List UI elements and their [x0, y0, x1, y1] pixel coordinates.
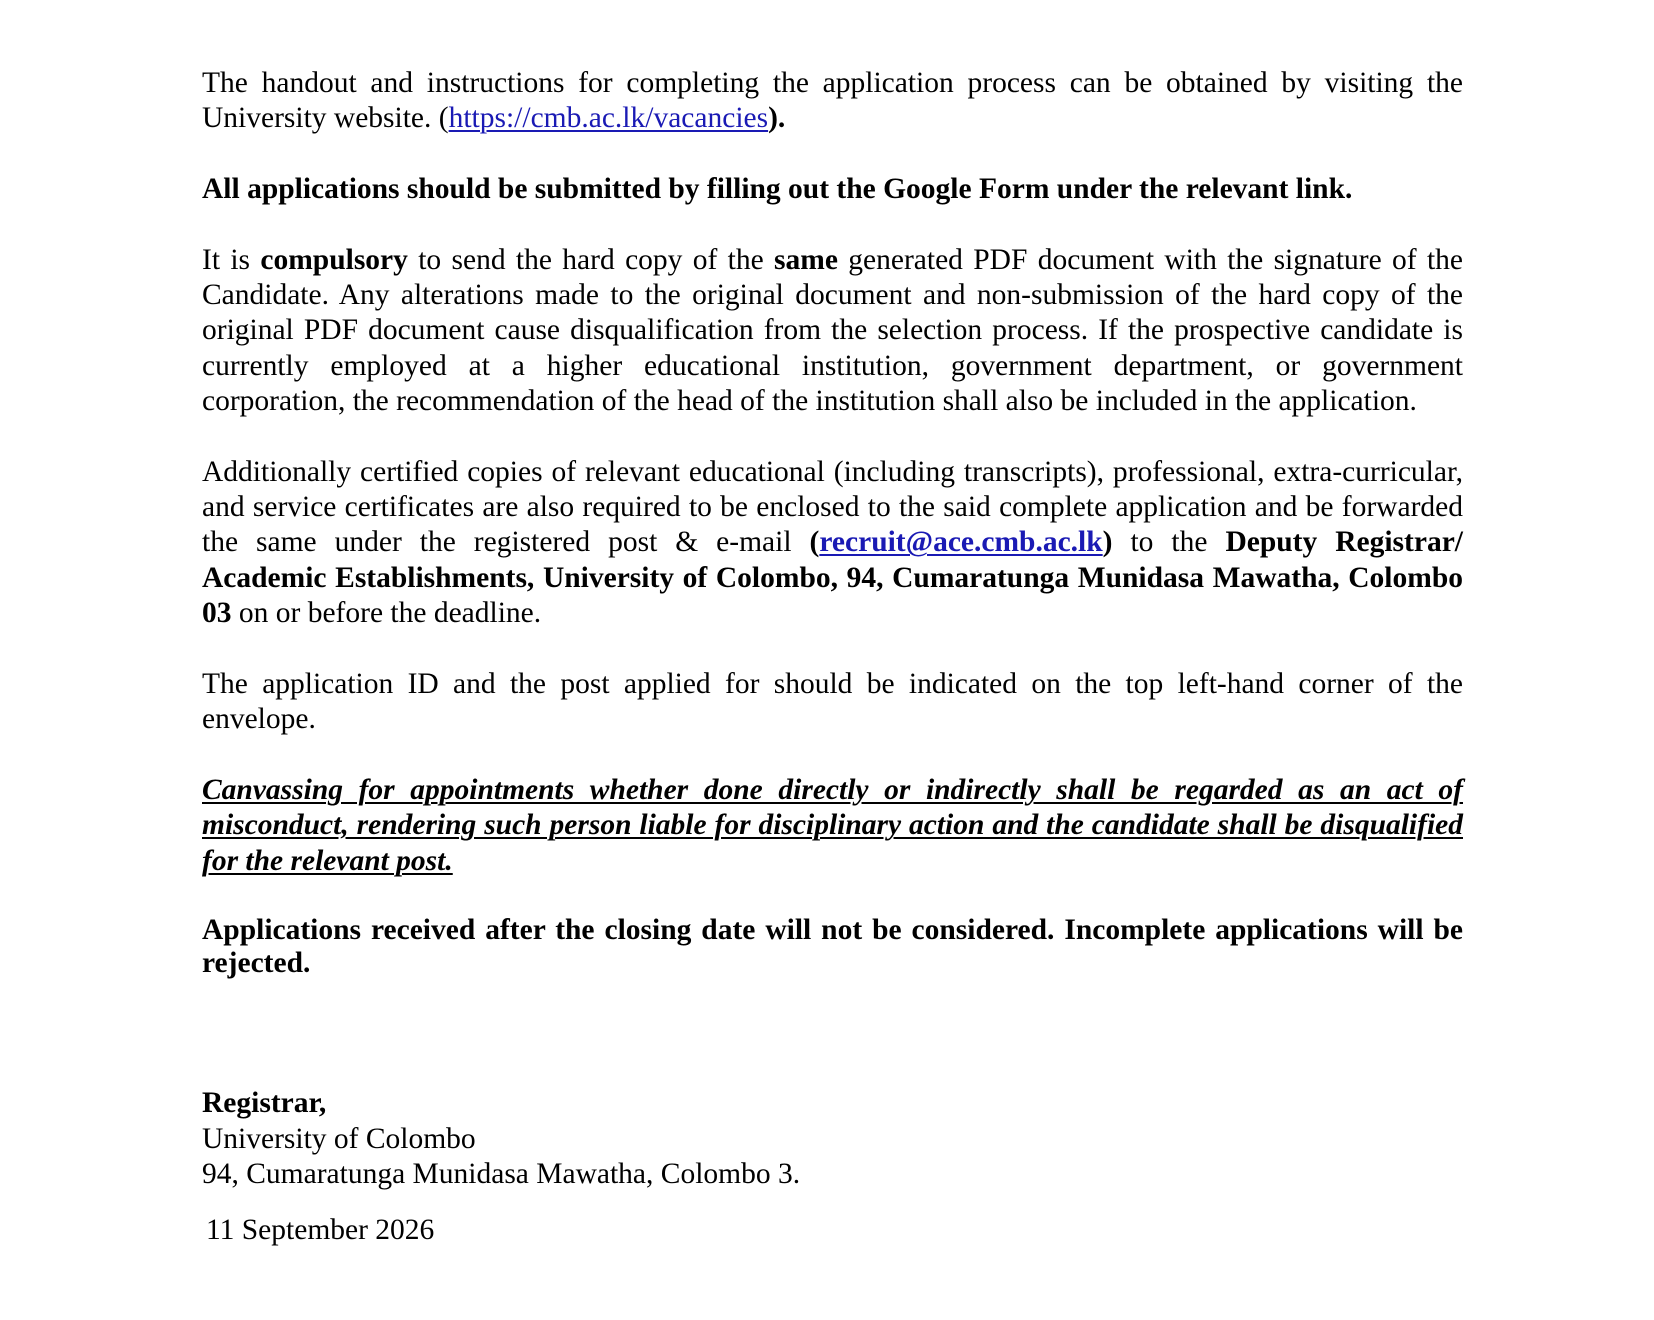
document-date: 11 September 2026 — [206, 1214, 435, 1246]
certified-copies-text-3: on or before the deadline. — [231, 597, 542, 630]
compulsory-emphasis: compulsory — [260, 243, 408, 276]
email-paren-open: ( — [809, 526, 820, 559]
signatory-institution: University of Colombo — [202, 1122, 476, 1155]
paragraph-closing-date-notice: Applications received after the closing date will not be considered. Incomplete applications will be rejected. — [202, 914, 1463, 980]
signatory-title: Registrar, — [202, 1087, 327, 1119]
paragraph-google-form-notice: All applications should be submitted by filling out the Google Form under the relevant link. — [202, 173, 1353, 206]
handout-text-end: ). — [768, 102, 786, 135]
paragraph-envelope-instructions: The application ID and the post applied for should be indicated on the top left-hand corner of the envelope. — [202, 667, 1463, 736]
certified-copies-text-1: Additionally certified copies of relevant educational (including transcripts), professional, extra-curricular, and service certificates are also required to be enclosed to the said complete application and be forwarded the same under the registered post & e-mail — [202, 455, 1463, 559]
signatory-address: 94, Cumaratunga Munidasa Mawatha, Colombo 3. — [202, 1158, 801, 1190]
paragraph-canvassing-warning: Canvassing for appointments whether done directly or indirectly shall be regarded as an act of misconduct, rendering such person liable for disciplinary action and the candidate shall be disqualified for the relevant post. — [202, 773, 1463, 877]
paragraph-certified-copies — [202, 455, 1463, 631]
signature-block — [202, 1086, 800, 1193]
document-body — [202, 66, 1463, 1016]
certified-copies-text-2: to the — [1112, 526, 1226, 559]
paragraph-handout-instructions — [202, 66, 1463, 137]
email-paren-close: ) — [1102, 526, 1113, 559]
vacancies-link[interactable]: https://cmb.ac.lk/vacancies — [448, 102, 769, 135]
recruit-email-link[interactable]: recruit@ace.cmb.ac.lk — [819, 526, 1103, 559]
same-emphasis: same — [774, 243, 838, 276]
paragraph-hard-copy-requirement — [202, 243, 1463, 419]
handout-text: The handout and instructions for completing the application process can be obtained by visiting the University website. ( — [202, 67, 1463, 135]
hard-copy-text-1: It is — [202, 243, 261, 276]
deputy-registrar-address: Deputy Registrar/ Academic Establishments, University of Colombo, 94, Cumaratunga Munidasa Mawatha, Colombo 03 — [202, 526, 1463, 630]
hard-copy-text-3: generated PDF document with the signature of the Candidate. Any alterations made to the original document and non-submission of the hard copy of the original PDF document cause disqualification from the selection process. If the prospective candidate is currently employed at a higher educational institution, government department, or government corporation, the recommendation of the head of the institution shall also be included in the application. — [202, 243, 1463, 418]
hard-copy-text-2: to send the hard copy of the — [407, 243, 775, 276]
